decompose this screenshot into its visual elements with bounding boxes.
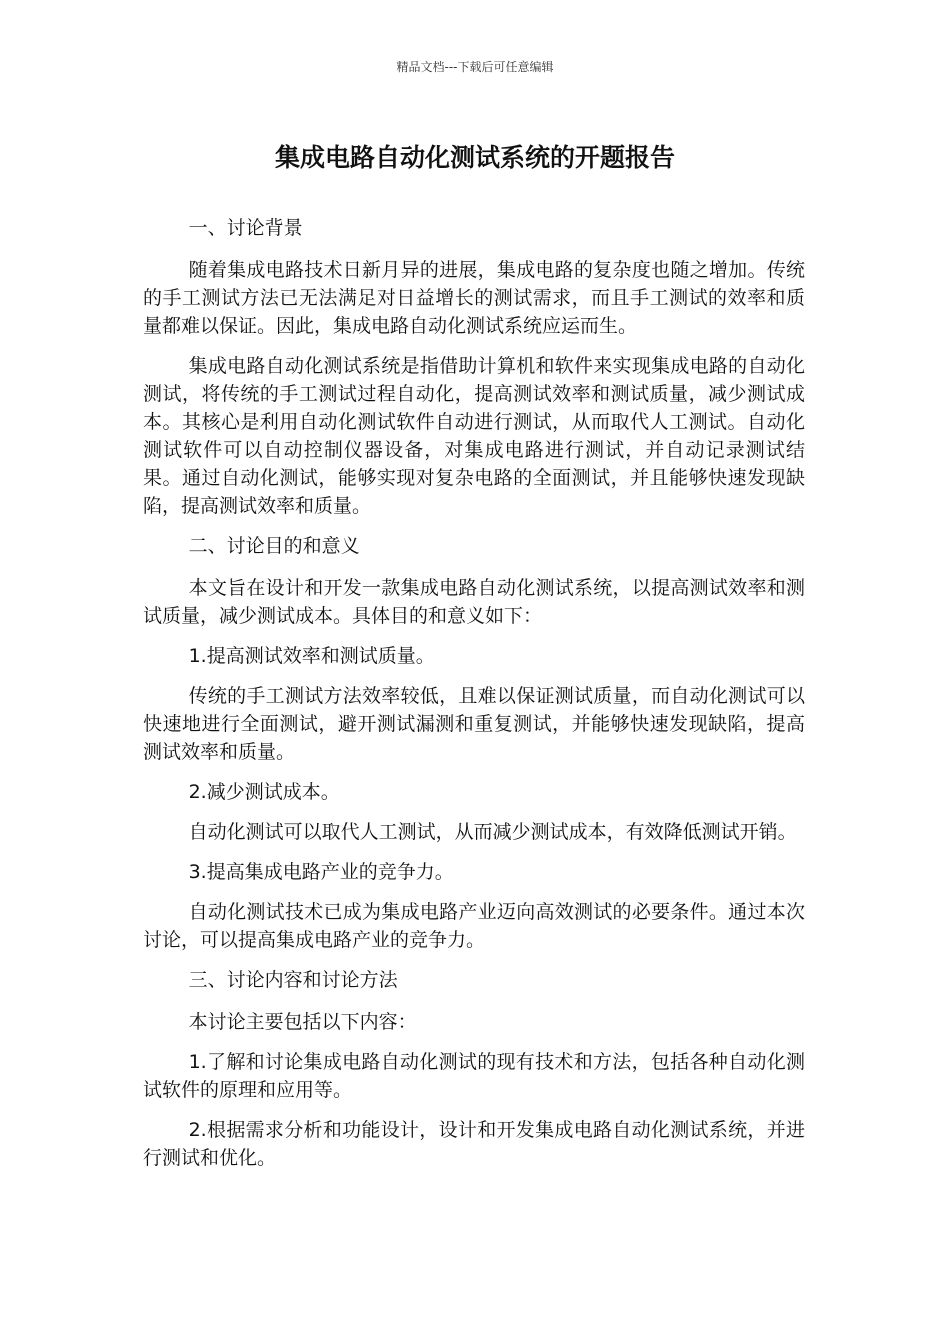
paragraph: 本讨论主要包括以下内容： [188, 1011, 417, 1033]
document-body [143, 214, 805, 1184]
list-item-heading: 1.提高测试效率和测试质量。 [188, 645, 435, 667]
paragraph: 传统的手工测试方法效率较低，且难以保证测试质量，而自动化测试可以快速地进行全面测试，避开测试漏测和重复测试，并能够快速发现缺陷，提高测试效率和质量。 [143, 685, 805, 763]
list-item: 1.了解和讨论集成电路自动化测试的现有技术和方法，包括各种自动化测试软件的原理和应用等。 [143, 1051, 805, 1101]
list-item-heading: 3.提高集成电路产业的竞争力。 [188, 861, 454, 883]
paragraph: 自动化测试技术已成为集成电路产业迈向高效测试的必要条件。通过本次讨论，可以提高集成电路产业的竞争力。 [143, 901, 805, 951]
paragraph: 本文旨在设计和开发一款集成电路自动化测试系统，以提高测试效率和测试质量，减少测试成本。具体目的和意义如下： [143, 577, 805, 627]
section-heading-background: 一、讨论背景 [188, 217, 303, 239]
document-title: 集成电路自动化测试系统的开题报告 [274, 143, 675, 172]
section-heading-content: 三、讨论内容和讨论方法 [188, 969, 398, 991]
list-item-heading: 2.减少测试成本。 [188, 781, 340, 803]
paragraph: 自动化测试可以取代人工测试，从而减少测试成本，有效降低测试开销。 [188, 821, 797, 843]
list-item: 2.根据需求分析和功能设计，设计和开发集成电路自动化测试系统，并进行测试和优化。 [143, 1119, 805, 1169]
section-heading-purpose: 二、讨论目的和意义 [188, 535, 360, 557]
header-note: 精品文档---下载后可任意编辑 [396, 60, 554, 74]
paragraph: 集成电路自动化测试系统是指借助计算机和软件来实现集成电路的自动化测试，将传统的手工测试过程自动化，提高测试效率和测试质量，减少测试成本。其核心是利用自动化测试软件自动进行测试，从而取代人工测试。自动化测试软件可以自动控制仪器设备，对集成电路进行测试，并自动记录测试结果。通过自动化测试，能够实现对复杂电路的全面测试，并且能够快速发现缺陷，提高测试效率和质量。 [143, 355, 805, 517]
paragraph: 随着集成电路技术日新月异的进展，集成电路的复杂度也随之增加。传统的手工测试方法已无法满足对日益增长的测试需求，而且手工测试的效率和质量都难以保证。因此，集成电路自动化测试系统应运而生。 [143, 259, 805, 337]
